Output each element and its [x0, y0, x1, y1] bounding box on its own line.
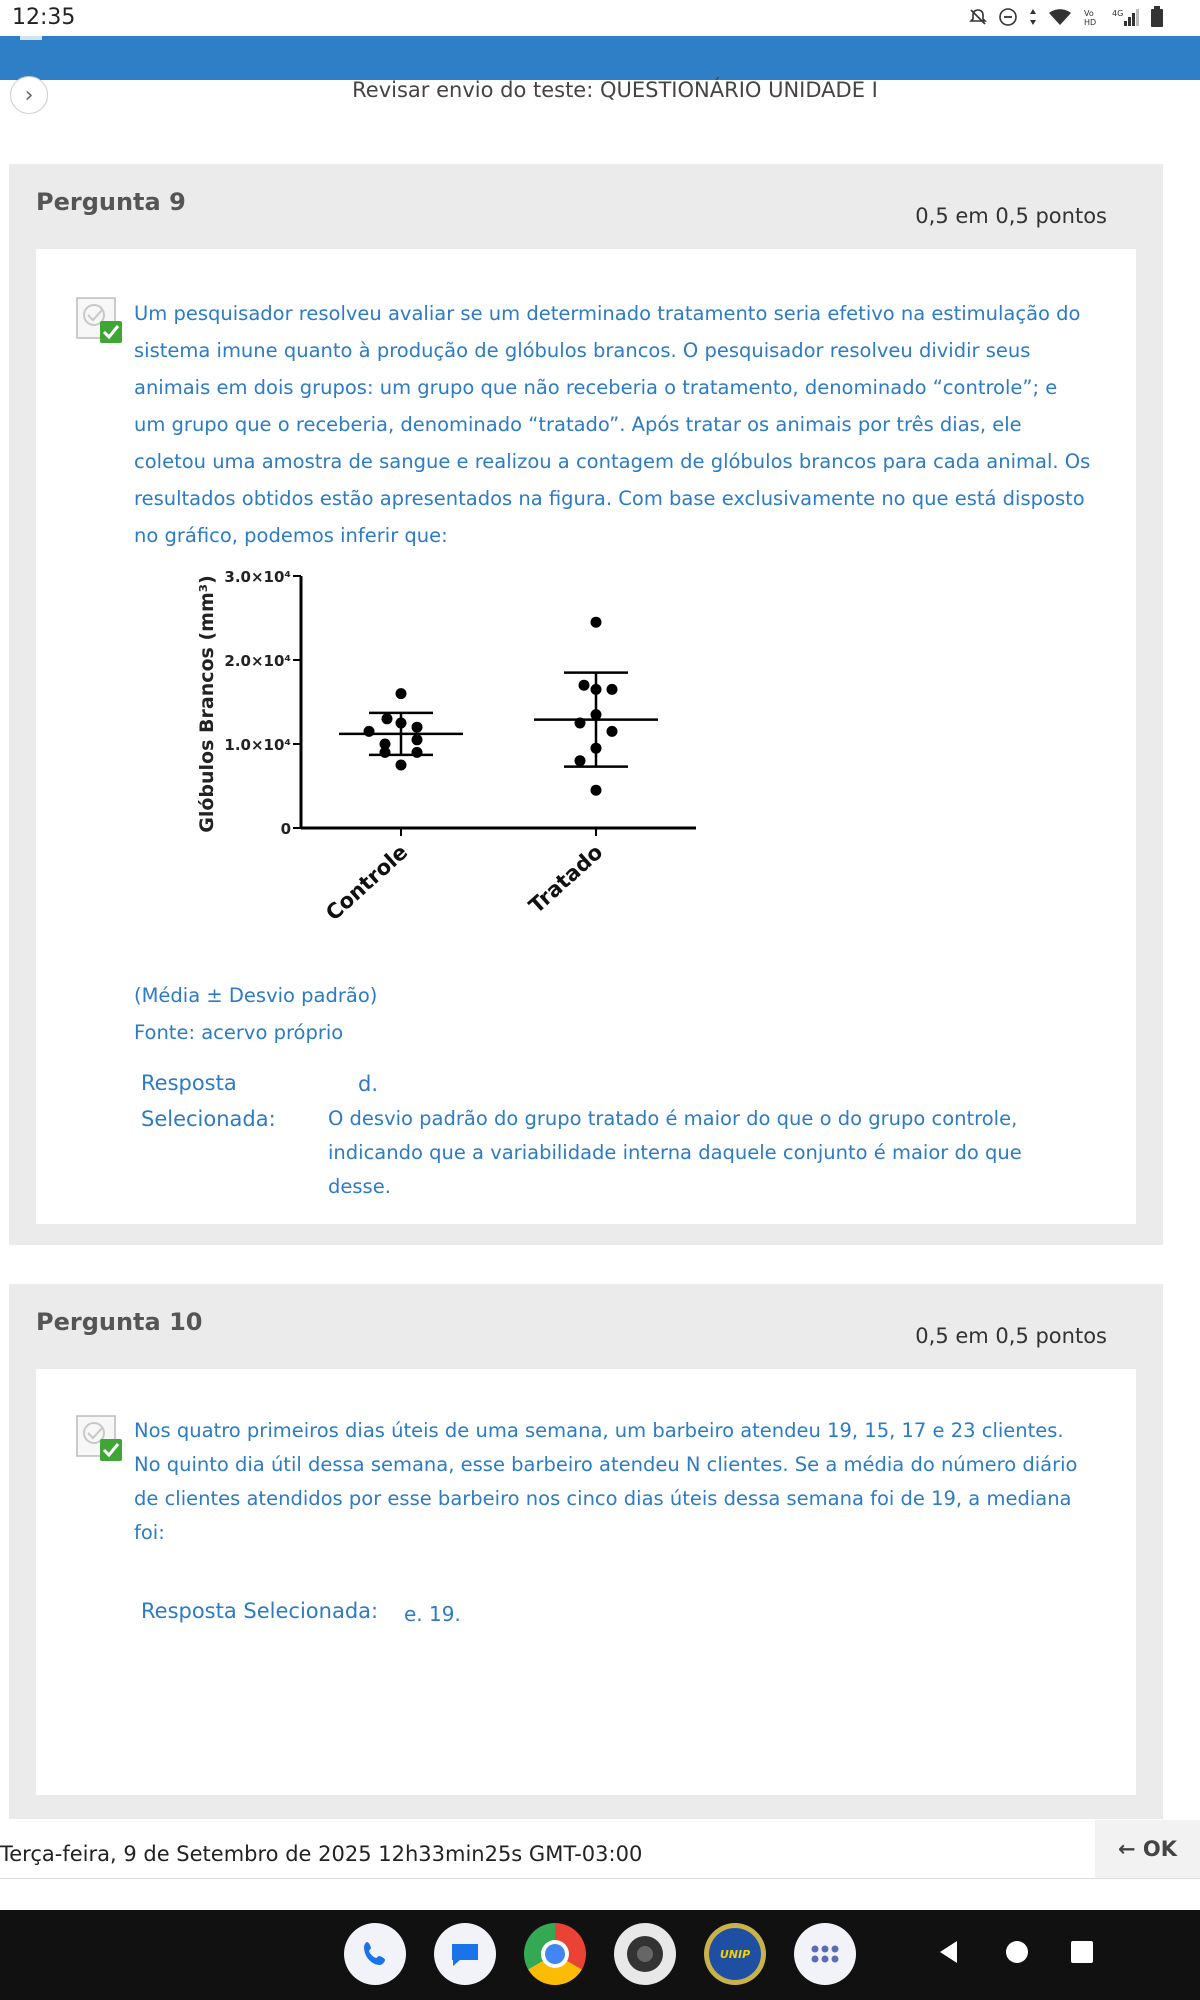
answer-label-2: Selecionada: [141, 1107, 276, 1131]
data-point [396, 760, 407, 771]
android-nav-bar [0, 1910, 1200, 2000]
answer-text: e. 19. [404, 1602, 461, 1626]
chevron-right-icon: › [24, 82, 34, 108]
data-point [364, 726, 375, 737]
app-header [0, 36, 1200, 80]
answer-label: Resposta [141, 1071, 237, 1095]
data-point [382, 713, 393, 724]
messages-app-icon[interactable] [434, 1923, 496, 1985]
wifi-icon [1048, 7, 1072, 31]
data-point [396, 718, 407, 729]
data-point [591, 709, 602, 720]
x-tick-label: Controle [321, 839, 413, 926]
question-heading: Pergunta 10 [36, 1308, 203, 1336]
status-time: 12:35 [12, 5, 76, 30]
data-point [380, 739, 391, 750]
data-point [412, 722, 423, 733]
y-tick-label: 1.0×10⁴ [224, 736, 291, 754]
question-10 [9, 1284, 1163, 1819]
svg-text:HD: HD [1084, 18, 1097, 27]
ok-button[interactable]: ← OK [1095, 1820, 1200, 1878]
app-drawer-icon[interactable] [794, 1923, 856, 1985]
data-point [412, 747, 423, 758]
y-tick-label: 0 [280, 820, 291, 838]
question-points: 0,5 em 0,5 pontos [915, 204, 1107, 228]
correct-answer-icon [76, 1415, 122, 1461]
volte-icon [1082, 7, 1102, 31]
chart [141, 564, 731, 959]
y-tick-label: 3.0×10⁴ [224, 568, 291, 586]
question-text: Nos quatro primeiros dias úteis de uma semana, um barbeiro atendeu 19, 15, 17 e 23 clientes. No quinto dia útil dessa semana, esse barbeiro atendeu N clientes. Se a média do número diário de clientes atendidos por esse barbeiro nos cinco dias úteis dessa semana foi de 19, a mediana foi: [134, 1419, 1078, 1544]
page-title: Revisar envio do teste: QUESTIONÁRIO UNIDADE I [352, 78, 878, 102]
y-axis-label: Glóbulos Brancos (mm³) [196, 575, 218, 833]
svg-text:4G: 4G [1112, 9, 1124, 18]
question-points: 0,5 em 0,5 pontos [915, 1324, 1107, 1348]
x-tick-label: Tratado [524, 839, 608, 919]
answer-text: O desvio padrão do grupo tratado é maior do que o do grupo controle, indicando que a variabilidade interna daquele conjunto é maior do que desse. [328, 1107, 1022, 1198]
y-tick-label: 2.0×10⁴ [224, 652, 291, 670]
signal-icon [1112, 7, 1140, 31]
submission-date: Terça-feira, 9 de Setembro de 2025 12h33min25s GMT-03:00 [0, 1842, 643, 1866]
data-point [412, 734, 423, 745]
dnd-icon [998, 7, 1018, 31]
footer-divider [0, 1878, 1200, 1879]
back-icon[interactable] [935, 1938, 967, 1970]
answer-letter: d. [358, 1072, 379, 1096]
question-text: Um pesquisador resolveu avaliar se um determinado tratamento seria efetivo na estimulação do sistema imune quanto à produção de glóbulos brancos. O pesquisador resolveu dividir seus animais em dois grupos: um grupo que não receberia o tratamento, denominado “controle”; e um grupo que o receberia, denominado “tratado”. Após tratar os animais por três dias, ele coletou uma amostra de sangue e realizou a contagem de glóbulos brancos para cada animal. Os resultados obtidos estão apresentados na figura. Com base exclusivamente no que está disposto no gráfico, podemos inferir que: [134, 302, 1091, 547]
data-point [607, 684, 618, 695]
question-card [36, 1369, 1136, 1795]
question-card [36, 249, 1136, 1224]
phone-app-icon[interactable] [344, 1923, 406, 1985]
data-point [579, 680, 590, 691]
answer-label: Resposta Selecionada: [141, 1599, 379, 1623]
data-point [591, 743, 602, 754]
data-point [575, 718, 586, 729]
home-icon[interactable] [1003, 1938, 1035, 1970]
chrome-app-icon[interactable] [524, 1923, 586, 1985]
question-heading: Pergunta 9 [36, 188, 186, 216]
recents-icon[interactable] [1068, 1938, 1100, 1970]
svg-text:Vo: Vo [1084, 9, 1094, 18]
status-icons [968, 6, 1164, 32]
header-tab-indicator [20, 36, 42, 40]
data-point [591, 785, 602, 796]
data-point [607, 726, 618, 737]
correct-answer-icon [76, 297, 122, 343]
chart-note: (Média ± Desvio padrão) [134, 984, 378, 1007]
camera-app-icon[interactable] [614, 1923, 676, 1985]
unip-app-icon[interactable]: UNIP [704, 1923, 766, 1985]
data-point [575, 755, 586, 766]
data-point [591, 684, 602, 695]
data-arrows-icon [1028, 7, 1038, 31]
data-point [591, 617, 602, 628]
chart-source: Fonte: acervo próprio [134, 1021, 344, 1044]
status-bar [0, 0, 1200, 36]
question-9 [9, 164, 1163, 1245]
bell-off-icon [968, 7, 988, 31]
battery-icon [1150, 6, 1164, 32]
data-point [396, 688, 407, 699]
chart-svg [141, 564, 731, 959]
